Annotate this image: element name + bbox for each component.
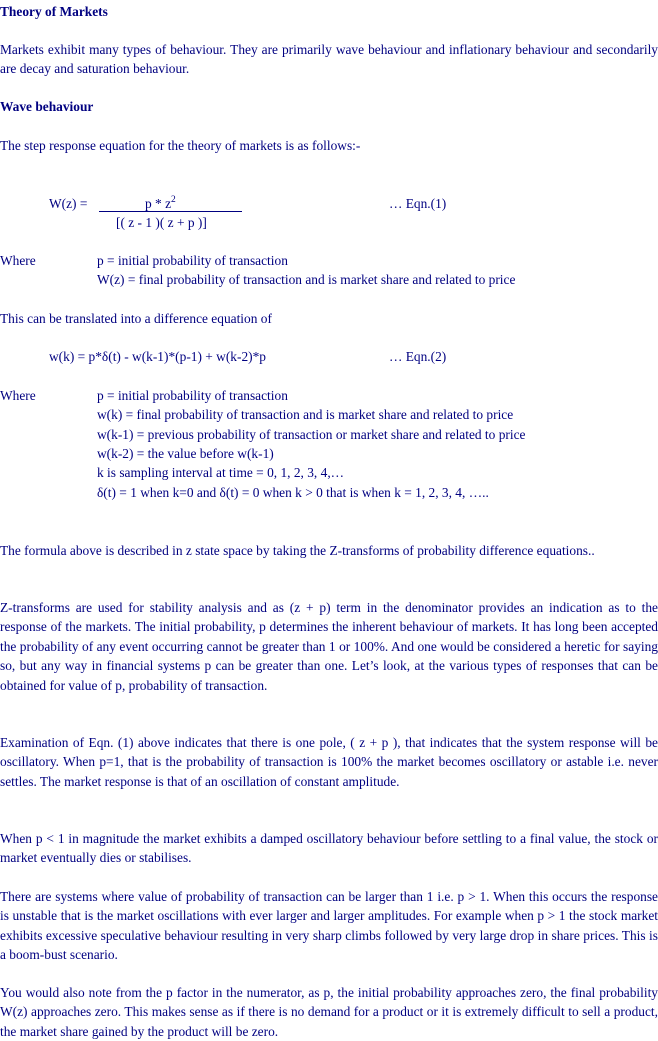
where1-line: W(z) = final probability of transaction and is market share and related to price <box>97 272 516 287</box>
eqn2-text: w(k) = p*δ(t) - w(k-1)*(p-1) + w(k-2)*p <box>49 349 267 364</box>
intro-paragraph: Markets exhibit many types of behaviour. They are primarily wave behaviour and inflationary behaviour and secondarily are decay and saturation behaviour. <box>0 42 658 77</box>
where2-line: k is sampling interval at time = 0, 1, 2, 3, 4,… <box>97 465 345 480</box>
difference-intro: This can be translated into a difference equation of <box>0 311 272 326</box>
where2-line: w(k) = final probability of transaction and is market share and related to price <box>97 407 514 422</box>
eqn2-label: … Eqn.(2) <box>389 349 447 364</box>
where2-line: w(k-2) = the value before w(k-1) <box>97 446 274 461</box>
eqn1-fraction-bar <box>99 211 242 212</box>
step-response-intro: The step response equation for the theory of markets is as follows:- <box>0 138 361 153</box>
body-paragraph: Examination of Eqn. (1) above indicates that there is one pole, ( z + p ), that indicates that the system response will be oscillatory. When p=1, that is the probability of transaction is 100% the market becomes oscillatory or astable i.e. never settles. The market response is that of an oscillation of constant amplitude. <box>0 735 658 789</box>
body-paragraph: The formula above is described in z state space by taking the Z-transforms of probability difference equations.. <box>0 543 595 558</box>
body-paragraph: Z-transforms are used for stability analysis and as (z + p) term in the denominator provides an indication as to the response of the markets. The initial probability, p determines the inherent behaviour of markets. It has long been accepted the probability of any event occurring cannot be greater than 1 or 100%. And one would be considered a heretic for saying so, but any way in financial systems p can be greater than one. Let’s look, at the various types of responses that can be obtained for value of p, probability of transaction. <box>0 600 658 693</box>
body-paragraph: You would also note from the p factor in the numerator, as p, the initial probability approaches zero, the final probability W(z) approaches zero. This makes sense as if there is no demand for a product or it is extremely difficult to sell a product, the market share gained by the product will be zero. <box>0 985 658 1039</box>
eqn1-denominator: [( z - 1 )( z + p )] <box>116 215 207 230</box>
section-heading: Wave behaviour <box>0 99 94 114</box>
where2-line: w(k-1) = previous probability of transaction or market share and related to price <box>97 427 526 442</box>
where2-line: p = initial probability of transaction <box>97 388 288 403</box>
where2-label: Where <box>0 388 36 403</box>
body-paragraph: When p < 1 in magnitude the market exhibits a damped oscillatory behaviour before settling to a final value, the stock or market eventually dies or stabilises. <box>0 831 658 866</box>
body-paragraph: There are systems where value of probability of transaction can be larger than 1 i.e. p > 1. When this occurs the response is unstable that is the market oscillations with ever larger and larger amplitudes. For example when p > 1 the stock market exhibits excessive speculative behaviour resulting in very sharp climbs followed by very large drop in share prices. This is a boom-bust scenario. <box>0 889 658 963</box>
where1-line: p = initial probability of transaction <box>97 253 288 268</box>
where2-line: δ(t) = 1 when k=0 and δ(t) = 0 when k > 0 that is when k = 1, 2, 3, 4, ….. <box>97 485 489 500</box>
page-title: Theory of Markets <box>0 4 108 19</box>
eqn1-label: … Eqn.(1) <box>389 196 447 211</box>
where1-label: Where <box>0 253 36 268</box>
eqn1-numerator-text: p * z <box>145 196 172 211</box>
eqn1-lhs: W(z) = <box>49 196 88 211</box>
eqn1-numerator-exponent: 2 <box>171 194 176 205</box>
